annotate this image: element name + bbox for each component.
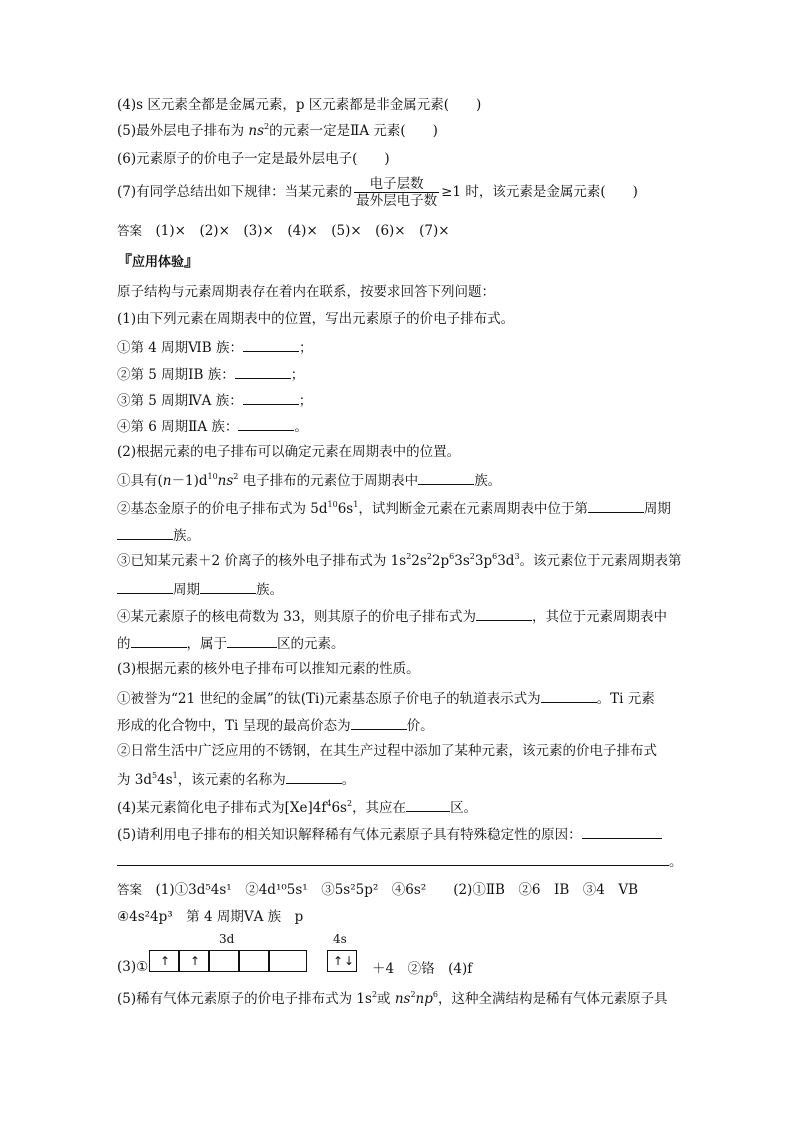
fraction: $\frac{\text{电子层数}}{\text{最外层电子数}}$ [356,176,438,209]
part-5-cont: 。 [117,851,683,871]
question-6: (6)元素原子的价电子一定是最外层电子( ) [117,151,390,167]
question-4: (4)s 区元素全都是金属元素，p 区元素都是非金属元素( ) [117,97,482,113]
part-1-title: (1)由下列元素在周期表中的位置，写出元素原子的价电子排布式。 [117,311,515,327]
part-1-item-3: ③第 5 周期ⅣA 族： ； [117,390,312,410]
answer-blank[interactable] [351,715,407,730]
orbital-box-3d-5 [269,950,307,972]
answer-blank[interactable] [243,390,299,405]
answer-blank[interactable] [582,824,662,839]
orbital-box-3d-2 [179,950,209,972]
answer-blank[interactable] [227,633,277,648]
question-5: (5)最外层电子排布为 $ns^2$的元素一定是ⅡA 元素( ) [117,122,438,139]
answer-blank[interactable] [200,579,256,594]
answer-blank[interactable] [406,797,450,812]
part-2-item-3-cont: 周期 族。 [117,579,283,599]
spin-up-arrow: ↑ [333,954,344,968]
spin-up-arrow: ↑ [190,954,201,968]
orbital-3d-label: 3d [219,932,235,946]
answers-line-3-prefix: (3)① [117,959,149,975]
answer-blank[interactable] [238,416,294,431]
answers-line-3-suffix: ＋4 ②铬 (4)f [372,961,473,977]
part-2-item-2: ②基态金原子的价电子排布式为 $5d^{10}6s^1$，试判断金元素在元素周期表中位于第 周期 [117,500,671,517]
orbital-box-3d-1 [149,950,179,972]
answer-blank[interactable] [476,606,532,621]
answer-blank[interactable] [541,688,597,703]
spin-down-arrow: ↓ [344,954,355,968]
part-2-item-3: ③已知某元素＋2 价离子的核外电子排布式为 $1s^22s^22p^63s^23p^63d^3$。该元素位于元素周期表第 [117,552,682,569]
part-3-title: (3)根据元素的核外电子排布可以推知元素的性质。 [117,661,420,677]
part-5: (5)请利用电子排布的相关知识解释稀有气体元素原子具有特殊稳定性的原因： [117,824,662,844]
judge-answer: 答案 (1)× (2)× (3)× (4)× (5)× (6)× (7)× [117,223,450,239]
intro-text: 原子结构与元素周期表存在着内在联系，按要求回答下列问题： [117,284,495,300]
part-2-title: (2)根据元素的电子排布可以确定元素在周期表中的位置。 [117,444,461,460]
part-3-item-1: ①被誉为“21 世纪的金属”的钛(Ti)元素基态原子价电子的轨道表示式为 。Ti 元素 [117,688,655,708]
part-2-item-1: ①具有$(n-1)d^{10}ns^2$ 电子排布的元素位于周期表中 族。 [117,472,502,489]
part-2-item-4-cont: 的 ，属于 区的元素。 [117,633,345,653]
part-3-item-2-cont: 为 $3d^54s^1$，该元素的名称为 。 [117,771,356,788]
orbital-box-3d-4 [239,950,269,972]
answer-blank[interactable] [235,364,291,379]
part-1-item-2: ②第 5 周期ⅠB 族： ； [117,364,304,384]
answer-blank[interactable] [117,579,173,594]
part-2-item-2-cont: 族。 [117,525,200,545]
part-3-item-1-cont: 形成的化合物中，Ti 呈现的最高价态为 价。 [117,715,434,735]
answer-blank[interactable] [117,851,669,866]
question-7: (7)有同学总结出如下规律：当某元素的 $\frac{\text{电子层数}}{\text{最外层电子数}}$ ≥1 时，该元素是金属元素( ) [117,176,638,209]
answer-blank[interactable] [286,769,342,784]
answers-line-1: 答案 (1)①3d⁵4s¹ ②4d¹⁰5s¹ ③5s²5p² ④6s² (2)①ⅡB ②6 ⅠB ③4 ⅤB [117,882,639,898]
part-3-item-2: ②日常生活中广泛应用的不锈钢，在其生产过程中添加了某种元素，该元素的价电子排布式 [117,743,657,759]
part-2-item-4: ④某元素原子的核电荷数为 33，则其原子的价电子排布式为 ，其位于元素周期表中 [117,606,667,626]
orbital-4s-label: 4s [333,932,347,946]
part-1-item-4: ④第 6 周期ⅡA 族： 。 [117,416,308,436]
answer-blank[interactable] [418,470,474,485]
section-header: 『应用体验』 [117,252,200,270]
answer-blank[interactable] [588,498,644,513]
spin-up-arrow: ↑ [160,954,171,968]
part-1-item-1: ①第 4 周期ⅥB 族： ； [117,337,312,357]
answer-blank[interactable] [131,633,187,648]
part-4: (4)某元素简化电子排布式为$[Xe]4f^46s^2$，其应在 区。 [117,799,478,816]
orbital-box-3d-3 [209,950,239,972]
answer-blank[interactable] [243,337,299,352]
answer-blank[interactable] [117,525,173,540]
answers-line-2: ④4s²4p³ 第 4 周期ⅤA 族 p [117,909,304,925]
orbital-box-4s [327,950,357,972]
answers-line-4: (5)稀有气体元素原子的价电子排布式为 $1s^2$或 $ns^2np^6$，这种全满结构是稀有气体元素原子具 [117,990,668,1007]
